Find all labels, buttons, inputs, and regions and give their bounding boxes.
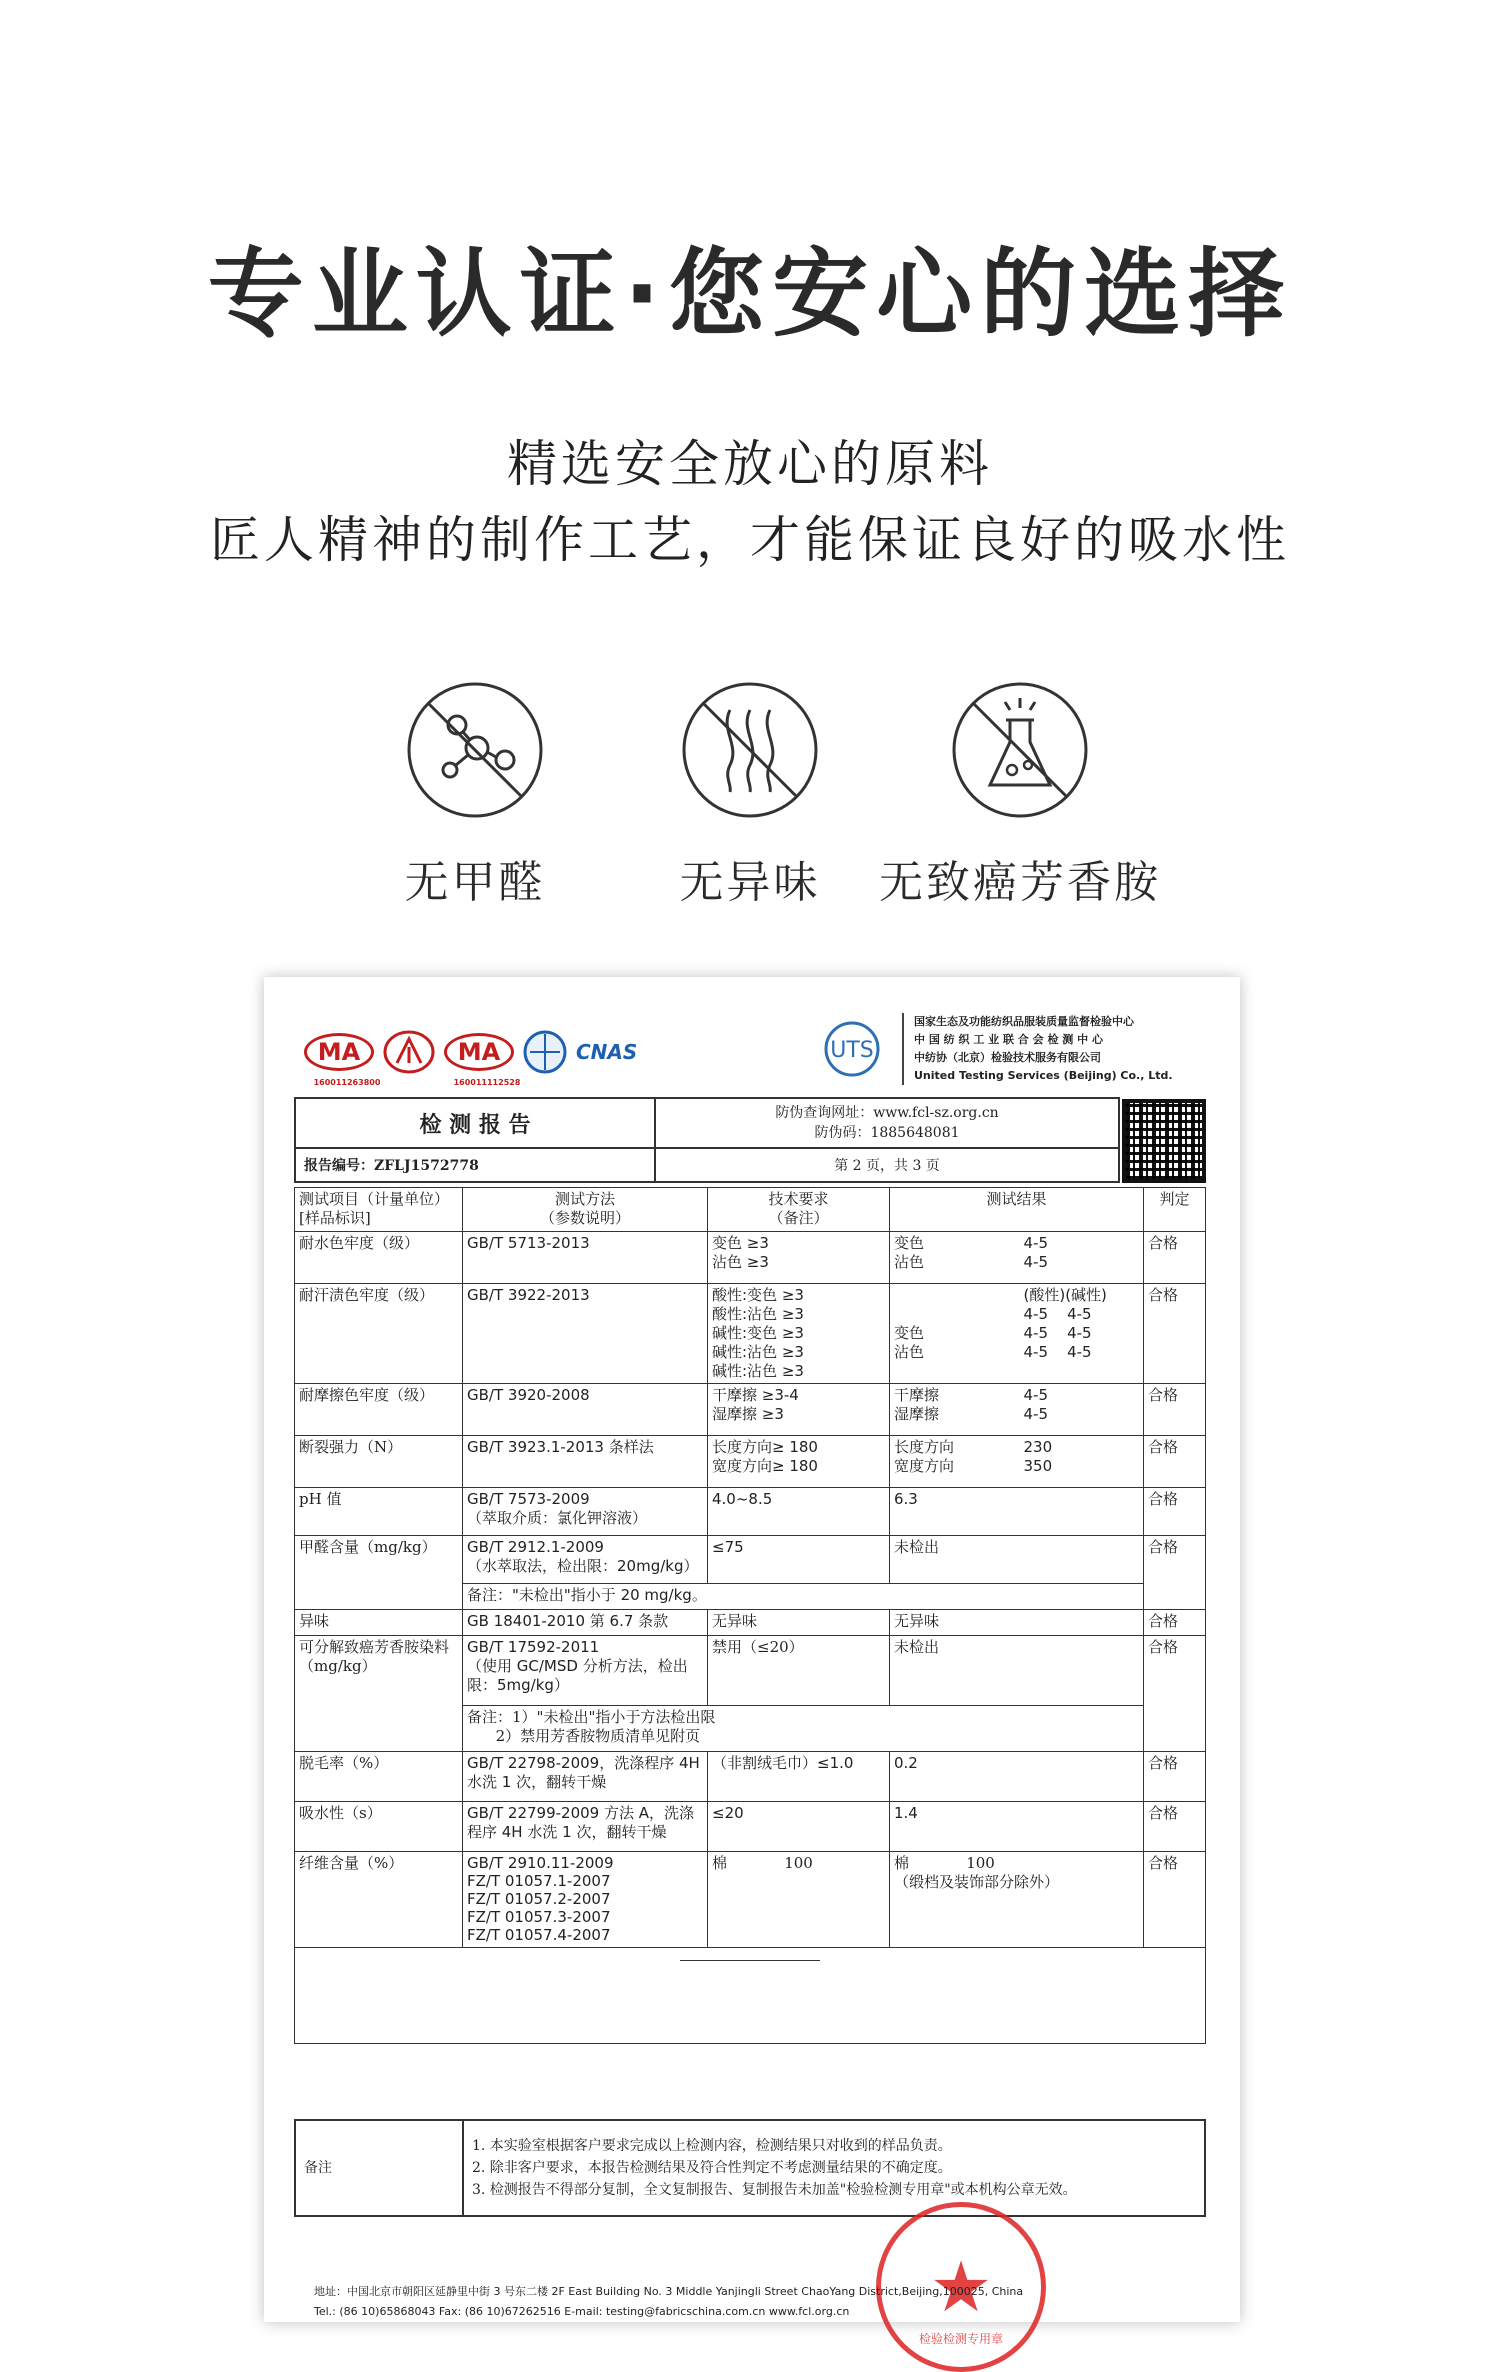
table-row: 耐摩擦色牢度（级） GB/T 3920-2008 干摩擦 ≥3-4 湿摩擦 ≥3 干摩擦 湿摩擦 4-5 4-5 合格 [295, 1384, 1206, 1436]
lab-name: 国家生态及功能纺织品服装质量监督检验中心 中 国 纺 织 工 业 联 合 会 检 测 中 心 中纺协（北京）检验技术服务有限公司 United Testing Services (Beijing) Co., Ltd. [902, 1013, 1173, 1085]
report-title: 检 测 报 告 [295, 1098, 655, 1148]
flask-icon [950, 680, 1090, 820]
lab-header [812, 1013, 1222, 1085]
table-row: 吸水性（s） GB/T 22799-2009 方法 A，洗涤程序 4H 水洗 1 次，翻转干燥 ≤20 1.4 合格 [295, 1802, 1206, 1852]
col-method: 测试方法 （参数说明） [463, 1188, 708, 1232]
cnas-logo: CNAS [576, 1040, 638, 1064]
official-seal: ★ 检验检测专用章 [876, 2202, 1046, 2372]
remarks-table [294, 2119, 1206, 2217]
feature-no-odor [600, 680, 900, 910]
page-info: 第 2 页，共 3 页 [655, 1148, 1119, 1182]
report-number: 报告编号：ZFLJ1572778 [295, 1148, 655, 1182]
accreditation-logos [304, 1017, 637, 1087]
col-item: 测试项目（计量单位） [样品标识] [295, 1188, 463, 1232]
table-note-row: 备注：1）"未检出"指小于方法检出限 2）禁用芳香胺物质清单见附页 [295, 1706, 1206, 1752]
feature-label: 无甲醛 [404, 857, 546, 908]
feature-label: 无异味 [679, 857, 821, 908]
uts-logo-icon [812, 1019, 892, 1079]
table-row: 甲醛含量（mg/kg） GB/T 2912.1-2009 （水萃取法，检出限：20mg/kg） ≤75 未检出 合格 [295, 1536, 1206, 1584]
report-footer: 地址：中国北京市朝阳区延静里中街 3 号东二楼 2F East Building No. 3 Middle Yanjingli Street ChaoYang District,Beijing,100025, China Tel.: (86 10)65868043 Fax: (86 10)67262516 E-mail: testing@fabricschina.com.cn www.fcl.org.cn [314, 2285, 1024, 2318]
subtitle-line-1: 精选安全放心的原料 [507, 435, 993, 493]
blank-row [295, 1948, 1206, 2044]
feature-no-amines [870, 680, 1170, 910]
ma-logo: MA 160011263800 [304, 1033, 374, 1071]
col-result: 测试结果 [890, 1188, 1144, 1232]
table-row: pH 值 GB/T 7573-2009 （萃取介质：氯化钾溶液） 4.0~8.5 6.3 合格 [295, 1488, 1206, 1536]
svg-text:UTS: UTS [830, 1038, 874, 1063]
remarks-text: 1. 本实验室根据客户要求完成以上检测内容，检测结果只对收到的样品负责。 2. 除非客户要求，本报告检测结果及符合性判定不考虑测量结果的不确定度。 3. 检测报告不得部分复制，全文复制报告、复制报告未加盖"检验检测专用章"或本机构公章无效。 [463, 2120, 1205, 2216]
col-verdict: 判定 [1144, 1188, 1206, 1232]
test-report-document [264, 977, 1240, 2346]
feature-no-formaldehyde [325, 680, 625, 910]
table-row: 耐汗渍色牢度（级） GB/T 3922-2013 酸性:变色 ≥3 酸性:沾色 ≥3 碱性:变色 ≥3 碱性:沾色 ≥3 碱性:沾色 ≥3 变色 沾色 (酸性)(碱性) 4-5 4-5 4-5 4-5 4-5 4-5 合格 [295, 1284, 1206, 1384]
ilac-mra-logo-icon [522, 1029, 568, 1075]
col-requirement: 技术要求 （备注） [708, 1188, 890, 1232]
odor-icon [680, 680, 820, 820]
table-row: 断裂强力（N） GB/T 3923.1-2013 条样法 长度方向≥ 180 宽度方向≥ 180 长度方向 宽度方向 230 350 合格 [295, 1436, 1206, 1488]
seal-star-icon: ★ [929, 2246, 993, 2328]
table-row: 可分解致癌芳香胺染料（mg/kg） GB/T 17592-2011 （使用 GC/MSD 分析方法，检出限：5mg/kg） 禁用（≤20） 未检出 合格 [295, 1636, 1206, 1706]
page-title: 专业认证·您安心的选择 [207, 238, 1293, 350]
results-table [294, 1187, 1206, 2044]
qr-code [1122, 1099, 1206, 1183]
cal-logo-icon [382, 1029, 436, 1075]
table-row: 耐水色牢度（级） GB/T 5713-2013 变色 ≥3 沾色 ≥3 变色 沾色 4-5 4-5 合格 [295, 1232, 1206, 1284]
table-row: 脱毛率（%） GB/T 22798-2009，洗涤程序 4H 水洗 1 次，翻转干燥 （非割绒毛巾）≤1.0 0.2 合格 [295, 1752, 1206, 1802]
molecule-icon [405, 680, 545, 820]
ma-logo-2: MA 160011112528 [444, 1033, 514, 1071]
table-row: 纤维含量（%） GB/T 2910.11-2009 FZ/T 01057.1-2007 FZ/T 01057.2-2007 FZ/T 01057.3-2007 FZ/T 01057.4-2007 棉 100 棉 100 （缎档及装饰部分除外） 合格 [295, 1852, 1206, 1948]
table-note-row: 备注："未检出"指小于 20 mg/kg。 [295, 1584, 1206, 1610]
remarks-label: 备注 [295, 2120, 463, 2216]
table-row: 异味 GB 18401-2010 第 6.7 条款 无异味 无异味 合格 [295, 1610, 1206, 1636]
report-header-table [294, 1097, 1120, 1183]
verify-info: 防伪查询网址：www.fcl-sz.org.cn 防伪码：1885648081 [655, 1098, 1119, 1148]
subtitle-line-2: 匠人精神的制作工艺，才能保证良好的吸水性 [210, 511, 1290, 569]
feature-label: 无致癌芳香胺 [879, 857, 1161, 908]
